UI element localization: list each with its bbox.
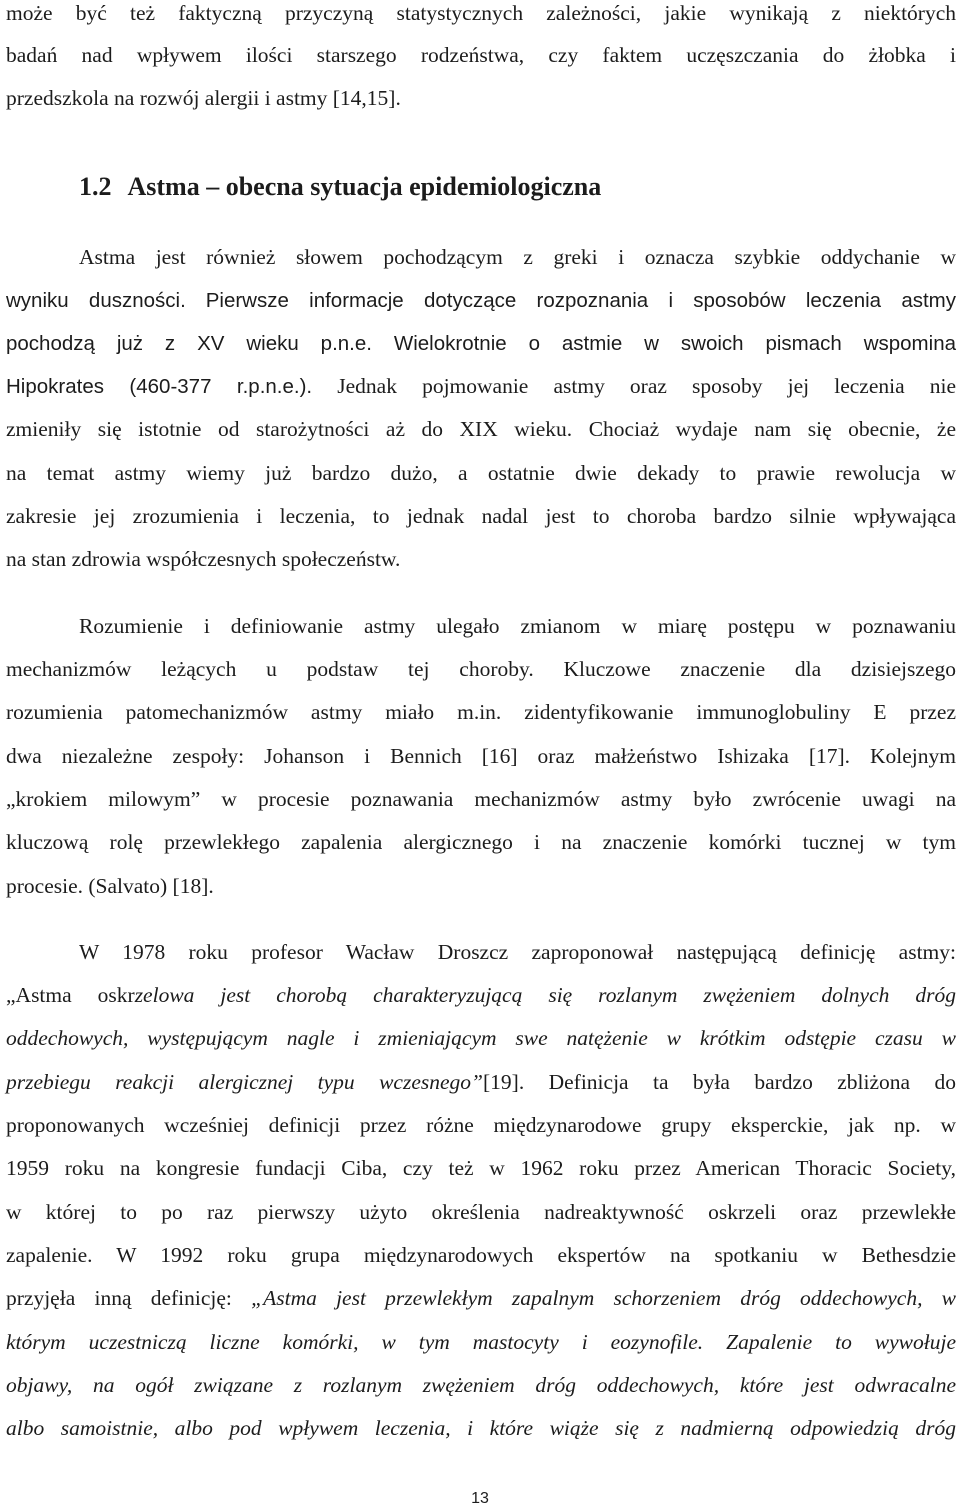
text-line (6, 373, 956, 400)
text-line: 1959 roku na kongresie fundacji Ciba, czy też w 1962 roku przez American Thoracic Society, (6, 1156, 956, 1180)
text-line: na stan zdrowia współczesnych społeczeństw. (6, 547, 401, 571)
text-span: zmieniły się istotnie od starożytności aż do XIX wieku. (6, 417, 573, 441)
text-span: Hipokrates (460-377 r.p.n.e.). (6, 375, 313, 398)
text-line: rozumienia patomechanizmów astmy miało m.in. zidentyfikowanie immunoglobuliny E przez (6, 700, 956, 724)
text-line: W 1978 roku profesor Wacław Droszcz zaproponował następującą definicję astmy: (79, 940, 956, 964)
text-line: mechanizmów leżących u podstaw tej choroby. Kluczowe znaczenie dla dzisiejszego (6, 657, 956, 681)
text-line: kluczową rolę przewlekłego zapalenia alergicznego i na znaczenie komórki tucznej w tym (6, 830, 956, 854)
text-line: badań nad wpływem ilości starszego rodzeństwa, czy faktem uczęszczania do żłobka i (6, 43, 956, 67)
text-span: wyniku duszności. (6, 289, 186, 312)
text-line: „krokiem milowym” w procesie poznawania mechanizmów astmy było zwrócenie uwagi na (6, 787, 956, 811)
text-span: pochodzą już z XV wieku p.n.e. Wielokrotnie o astmie w swoich pismach wspomina (6, 332, 956, 355)
text-span: Chociaż wydaje nam się obecnie, że (588, 417, 956, 441)
text-span: przyjęła inną definicję: (6, 1286, 232, 1310)
quote-span: którym uczestniczą liczne komórki, w tym mastocyty i eozynofile. Zapalenie to wywołuje (6, 1330, 956, 1354)
text-span: „Astma oskr (6, 983, 135, 1007)
text-line (6, 982, 956, 1008)
text-line (6, 287, 956, 314)
section-heading (79, 171, 601, 203)
text-line: dwa niezależne zespoły: Johanson i Bennich [16] oraz małżeństwo Ishizaka [17]. Kolejnym (6, 744, 956, 768)
text-span: Pierwsze informacje dotyczące rozpoznania i sposobów leczenia astmy (205, 289, 956, 312)
quote-span: oddechowych, występującym nagle i zmieniającym swe natężenie w krótkim odstępie czasu w (6, 1026, 956, 1050)
text-line: na temat astmy wiemy już bardzo dużo, a ostatnie dwie dekady to prawie rewolucja w (6, 461, 956, 485)
section-number: 1.2 (79, 172, 112, 201)
quote-span: objawy, na ogół związane z rozlanym zwężeniem dróg oddechowych, które jest odwracalne (6, 1373, 956, 1397)
text-span: Jednak pojmowanie astmy oraz sposoby jej leczenia nie (337, 374, 957, 398)
text-line: procesie. (Salvato) [18]. (6, 874, 214, 898)
quote-span: albo samoistnie, albo pod wpływem leczenia, i które wiąże się z nadmierną odpowiedzią dróg (6, 1416, 956, 1440)
text-line: Astma jest również słowem pochodzącym z greki i oznacza szybkie oddychanie w (79, 245, 956, 269)
text-line (6, 330, 956, 357)
text-line (6, 1415, 956, 1441)
quote-span: zelowa jest chorobą charakteryzującą się rozlanym zwężeniem dolnych dróg (134, 983, 956, 1007)
text-line: zapalenie. W 1992 roku grupa międzynarodowych ekspertów na spotkaniu w Bethesdzie (6, 1243, 956, 1267)
quote-span: „Astma jest przewlekłym zapalnym schorzeniem dróg oddechowych, w (251, 1286, 957, 1310)
text-line (6, 416, 956, 442)
text-line: w której to po raz pierwszy użyto określenia nadreaktywność oskrzeli oraz przewlekłe (6, 1200, 956, 1224)
section-title: Astma – obecna sytuacja epidemiologiczna (127, 172, 602, 201)
page-number: 13 (471, 1490, 489, 1507)
text-line (6, 1285, 956, 1311)
text-line (6, 1025, 956, 1051)
text-line: przedszkola na rozwój alergii i astmy [14,15]. (6, 86, 401, 110)
text-span: [19]. Definicja ta była bardzo zbliżona do (483, 1070, 956, 1094)
quote-span: przebiegu reakcji alergicznej typu wczesnego” (6, 1070, 483, 1094)
text-line (6, 1329, 956, 1355)
text-line: zakresie jej zrozumienia i leczenia, to jednak nadal jest to choroba bardzo silnie wpływająca (6, 504, 956, 528)
text-line: proponowanych wcześniej definicji przez różne międzynarodowe grupy eksperckie, jak np. w (6, 1113, 956, 1137)
text-line: może być też faktyczną przyczyną statystycznych zależności, jakie wynikają z niektórych (6, 1, 956, 25)
text-line (6, 1069, 956, 1095)
text-line: Rozumienie i definiowanie astmy ulegało zmianom w miarę postępu w poznawaniu (79, 614, 956, 638)
text-line (6, 1372, 956, 1398)
